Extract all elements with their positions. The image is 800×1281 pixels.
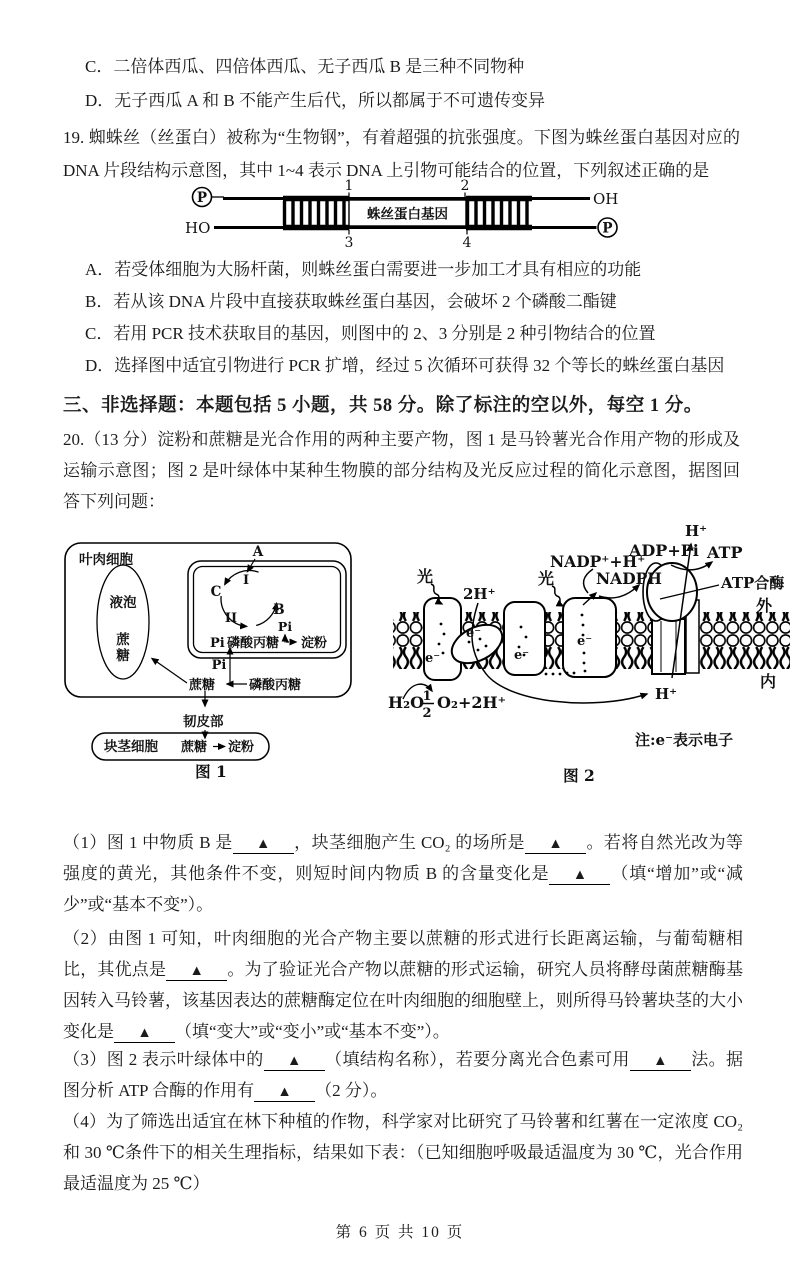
half-fraction-numerator: 1 bbox=[422, 689, 432, 704]
q20-sub1-text-1: （1）图 1 中物质 B 是 bbox=[63, 833, 233, 852]
blank-triangle: ▲ bbox=[277, 1084, 292, 1100]
q20-sub1-text-3: 。若将自然光改为等强度的黄光，其他条件不变，则短时间内物质 B 的含量变化是 bbox=[63, 833, 744, 883]
sucrose-label-2: 蔗糖 bbox=[181, 740, 208, 755]
q19-option-a: A．若受体细胞为大肠杆菌，则蛛丝蛋白需要进一步加工才具有相应的功能 bbox=[85, 260, 642, 279]
blank-triangle: ▲ bbox=[189, 963, 204, 979]
q20-sub2 bbox=[63, 923, 743, 1047]
outside-label: 外 bbox=[756, 596, 773, 615]
answer-blank bbox=[264, 1051, 325, 1071]
blank-triangle: ▲ bbox=[572, 867, 588, 883]
primer-pos-3: 3 bbox=[344, 235, 354, 251]
answer-blank bbox=[233, 834, 294, 854]
primer-pos-2: 2 bbox=[460, 178, 470, 194]
q19-option-d: D．选择图中适宜引物进行 PCR 扩增，经过 5 次循环可获得 32 个等长的蛛丝蛋白基因 bbox=[85, 356, 725, 375]
figure-1-mesophyll-cell-diagram bbox=[62, 536, 362, 782]
starch-label-1: 淀粉 bbox=[301, 636, 328, 651]
atp-synthase-base bbox=[652, 619, 685, 674]
primer-pos-1: 1 bbox=[344, 178, 354, 194]
step-2-label: II bbox=[224, 611, 238, 626]
atp-label: ATP bbox=[707, 543, 743, 562]
vacuole-label: 液泡 bbox=[109, 595, 137, 611]
tuber-cell-label: 块茎细胞 bbox=[104, 739, 158, 755]
gene-label: 蛛丝蛋白基因 bbox=[367, 206, 448, 223]
q20-sub3-text-3: 法。据图分析 ATP 合酶的作用有 bbox=[63, 1050, 744, 1100]
proton-label-bottom: H⁺ bbox=[655, 685, 678, 703]
pi-label-small: Pi bbox=[277, 619, 293, 634]
q20-sub1-text-2: ，块茎细胞产生 CO₂ 的场所是 bbox=[293, 833, 525, 852]
sucrose-label-1: 蔗糖 bbox=[189, 678, 216, 693]
base-pair-rungs-right bbox=[468, 201, 528, 225]
oxygen-label: O₂+2H⁺ bbox=[437, 693, 507, 712]
base-pair-rungs-left bbox=[285, 201, 345, 225]
answer-blank bbox=[114, 1023, 175, 1043]
q19-stem: 19. 蜘蛛丝（丝蛋白）被称为“生物钢”，有着超强的抗张强度。下图为蛛丝蛋白基因对应的 DNA 片段结构示意图，其中 1~4 表示 DNA 上引物可能结合的位置，下列叙述正确的是 bbox=[63, 128, 740, 180]
nadph-label: NADPH bbox=[596, 569, 662, 588]
blank-triangle: ▲ bbox=[137, 1025, 152, 1041]
answer-blank bbox=[254, 1082, 315, 1102]
q20-sub3-text-2: （填结构名称），若要分离光合色素可用 bbox=[324, 1050, 630, 1069]
figure-2-caption: 图 2 bbox=[563, 766, 595, 785]
proton-label-top: H⁺ bbox=[685, 522, 708, 540]
substance-b-label: B bbox=[273, 602, 285, 618]
q20-sub2-text-2: 。为了验证光合产物以蔗糖的形式运输，研究人员将酵母菌蔗糖酶基因转入马铃薯，该基因表达的蔗糖酶定位在叶肉细胞的细胞壁上，则所得马铃薯块茎的大小变化是 bbox=[63, 960, 744, 1041]
q20-sub3-text-1: （3）图 2 表示叶绿体中的 bbox=[63, 1050, 264, 1069]
atp-synthase-label: ATP合酶 bbox=[721, 574, 785, 592]
adp-pi-label: ADP+Pi bbox=[629, 541, 699, 560]
blank-triangle: ▲ bbox=[287, 1053, 302, 1069]
light-label-2: 光 bbox=[538, 569, 555, 588]
q20-sub3-text-4: （2 分）。 bbox=[315, 1081, 388, 1100]
starch-label-2: 淀粉 bbox=[228, 740, 255, 755]
q18-option-d: D．无子西瓜 A 和 B 不能产生后代，所以都属于不可遗传变异 bbox=[85, 91, 545, 110]
p-label-left: P bbox=[196, 190, 208, 206]
electron-label-4: e⁻ bbox=[577, 634, 593, 649]
vacuole-sucrose-char2: 糖 bbox=[116, 648, 130, 664]
q20-sub2-text-3: （填“变大”或“变小”或“基本不变”）。 bbox=[175, 1022, 450, 1041]
dna-fragment-diagram bbox=[183, 176, 628, 252]
electron-label-1: e⁻ bbox=[425, 651, 441, 666]
q20-sub4-text-1: （4）为了筛选出适宜在林下种植的作物，科学家对比研究了马铃薯和红薯在一定浓度 CO₂ 和 30 ℃条件下的相关生理指标，结果如下表：（已知细胞呼吸最适温度为 30 ℃，光合作用最适温度为 25 ℃） bbox=[63, 1112, 743, 1193]
electron-note: 注:e⁻表示电子 bbox=[635, 731, 733, 749]
cytochrome-complex bbox=[504, 602, 545, 675]
water-label: H₂O bbox=[388, 693, 425, 712]
answer-blank bbox=[166, 961, 227, 981]
electron-label-2: e⁻ bbox=[466, 626, 482, 641]
page-number: 第 6 页 共 10 页 bbox=[335, 1224, 465, 1241]
answer-blank bbox=[525, 834, 586, 854]
figure-1-caption: 图 1 bbox=[195, 762, 227, 781]
q18-option-c: C．二倍体西瓜、四倍体西瓜、无子西瓜 B 是三种不同物种 bbox=[85, 57, 525, 76]
substance-c-label: C bbox=[210, 584, 222, 600]
primer-pos-4: 4 bbox=[462, 235, 472, 251]
oh-label: OH bbox=[593, 190, 619, 208]
pi-label-below: Pi bbox=[211, 658, 227, 673]
substance-a-label: A bbox=[252, 544, 264, 560]
q20-sub3 bbox=[63, 1044, 743, 1106]
blank-triangle: ▲ bbox=[256, 836, 271, 852]
figure-2-thylakoid-membrane-diagram bbox=[383, 520, 795, 786]
half-fraction-denominator: 2 bbox=[422, 706, 432, 721]
mesophyll-cell-label: 叶肉细胞 bbox=[79, 552, 133, 568]
q19-option-c: C．若用 PCR 技术获取目的基因，则图中的 2、3 分别是 2 种引物结合的位置 bbox=[85, 324, 656, 343]
q20-sub2-text-1: （2）由图 1 可知，叶肉细胞的光合产物主要以蔗糖的形式进行长距离运输，与葡萄糖相比，其优点是 bbox=[63, 929, 743, 979]
p-label-right: P bbox=[602, 220, 613, 237]
electron-label-3: e⁻ bbox=[514, 648, 530, 663]
triose-phosphate-label-2: 磷酸丙糖 bbox=[249, 678, 302, 693]
blank-triangle: ▲ bbox=[653, 1053, 668, 1069]
q20-intro: 20.（13 分）淀粉和蔗糖是光合作用的两种主要产物，图 1 是马铃薯光合作用产物的形成及运输示意图；图 2 是叶绿体中某种生物膜的部分结构及光反应过程的简化示意图，据图回答下列问题： bbox=[63, 430, 740, 511]
pi-label-1: Pi bbox=[210, 636, 225, 651]
light-label-1: 光 bbox=[417, 567, 434, 586]
vacuole-sucrose-char1: 蔗 bbox=[116, 632, 130, 648]
phloem-label: 韧皮部 bbox=[183, 714, 224, 730]
answer-blank bbox=[630, 1051, 691, 1071]
section-3-heading: 三、非选择题：本题包括 5 小题，共 58 分。除了标注的空以外，每空 1 分。 bbox=[63, 396, 703, 416]
answer-blank bbox=[549, 865, 610, 885]
triose-phosphate-label-1: 磷酸丙糖 bbox=[227, 636, 280, 651]
q20-sub4 bbox=[63, 1106, 743, 1199]
photosystem-2-complex bbox=[424, 598, 461, 680]
blank-triangle: ▲ bbox=[548, 836, 563, 852]
ho-label: HO bbox=[185, 219, 211, 237]
two-proton-label: 2H⁺ bbox=[463, 585, 496, 603]
nadp-label: NADP⁺+H⁺ bbox=[550, 552, 646, 571]
q20-sub1 bbox=[63, 827, 743, 920]
step-1-label: I bbox=[242, 573, 250, 588]
q20-sub1-text-4: （填“增加”或“减少”或“基本不变”）。 bbox=[63, 864, 743, 914]
q19-option-b: B．若从该 DNA 片段中直接获取蛛丝蛋白基因，会破坏 2 个磷酸二酯键 bbox=[85, 292, 617, 311]
inside-label: 内 bbox=[760, 672, 777, 691]
